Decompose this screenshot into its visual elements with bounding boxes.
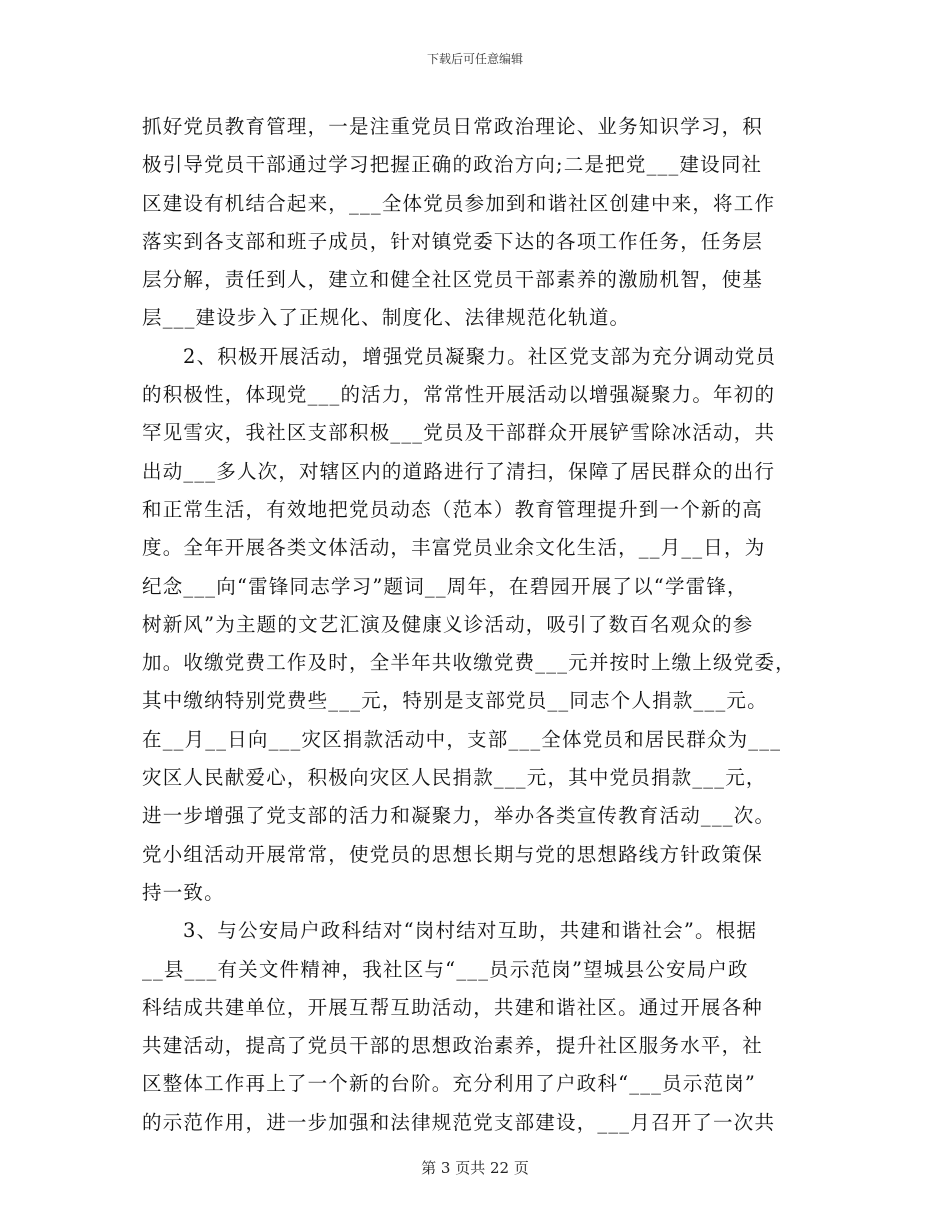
document-body — [142, 108, 822, 1142]
text-line: 区整体工作再上了一个新的台阶。充分利用了户政科“___员示范岗” — [142, 1072, 757, 1096]
text-line: 灾区人民献爱心，积极向灾区人民捐款___元，其中党员捐款___元， — [142, 766, 767, 790]
text-line: 共建活动，提高了党员干部的思想政治素养，提升社区服务水平，社 — [142, 1034, 764, 1058]
text-line: 层___建设步入了正规化、制度化、法律规范化轨道。 — [142, 306, 631, 330]
text-line: 和正常生活，有效地把党员动态（范本）教育管理提升到一个新的高 — [142, 497, 764, 521]
text-line: 持一致。 — [142, 880, 225, 904]
text-line: 在__月__日向___灾区捐款活动中，支部___全体党员和居民群众为___ — [142, 727, 782, 751]
text-line: 科结成共建单位，开展互帮互助活动，共建和谐社区。通过开展各种 — [142, 995, 764, 1019]
page-header: 下载后可任意编辑 — [426, 52, 523, 66]
text-line: 的积极性，体现党___的活力，常常性开展活动以增强凝聚力。年初的 — [142, 383, 776, 407]
text-line: 加。收缴党费工作及时，全半年共收缴党费___元并按时上缴上级党委， — [142, 651, 796, 675]
text-line: 极引导党员干部通过学习把握正确的政治方向;二是把党___建设同社 — [142, 153, 763, 177]
text-line: 进一步增强了党支部的活力和凝聚力，举办各类宣传教育活动___次。 — [142, 804, 776, 828]
text-line: 抓好党员教育管理，一是注重党员日常政治理论、业务知识学习，积 — [142, 115, 764, 138]
text-line: 区建设有机结合起来，___全体党员参加到和谐社区创建中来，将工作 — [142, 191, 776, 215]
text-line: __县___有关文件精神，我社区与“___员示范岗”望城县公安局户政 — [142, 957, 749, 981]
page-footer: 第 3 页共 22 页 — [421, 1159, 529, 1177]
text-line: 3、与公安局户政科结对“岗村结对互助，共建和谐社会”。根据 — [183, 919, 758, 943]
text-line: 其中缴纳特别党费些___元，特别是支部党员__同志个人捐款___元。 — [142, 689, 768, 713]
text-line: 落实到各支部和班子成员，针对镇党委下达的各项工作任务，任务层 — [142, 229, 764, 253]
text-line: 党小组活动开展常常，使党员的思想长期与党的思想路线方针政策保 — [142, 842, 764, 866]
text-line: 树新风”为主题的文艺汇演及健康义诊活动，吸引了数百名观众的参 — [142, 612, 754, 636]
text-line: 罕见雪灾，我社区支部积极___党员及干部群众开展铲雪除冰活动，共 — [142, 421, 776, 445]
text-line: 层分解，责任到人，建立和健全社区党员干部素养的激励机智，使基 — [142, 268, 764, 292]
text-line: 出动___多人次，对辖区内的道路进行了清扫，保障了居民群众的出行 — [142, 459, 776, 483]
text-line: 度。全年开展各类文体活动，丰富党员业余文化生活，__月__日，为 — [142, 536, 766, 560]
text-line: 2、积极开展活动，增强党员凝聚力。社区党支部为充分调动党员 — [183, 344, 777, 368]
text-line: 的示范作用，进一步加强和法律规范党支部建设，___月召开了一次共 — [142, 1110, 776, 1134]
text-line: 纪念___向“雷锋同志学习”题词__周年，在碧园开展了以“学雷锋， — [142, 574, 748, 598]
